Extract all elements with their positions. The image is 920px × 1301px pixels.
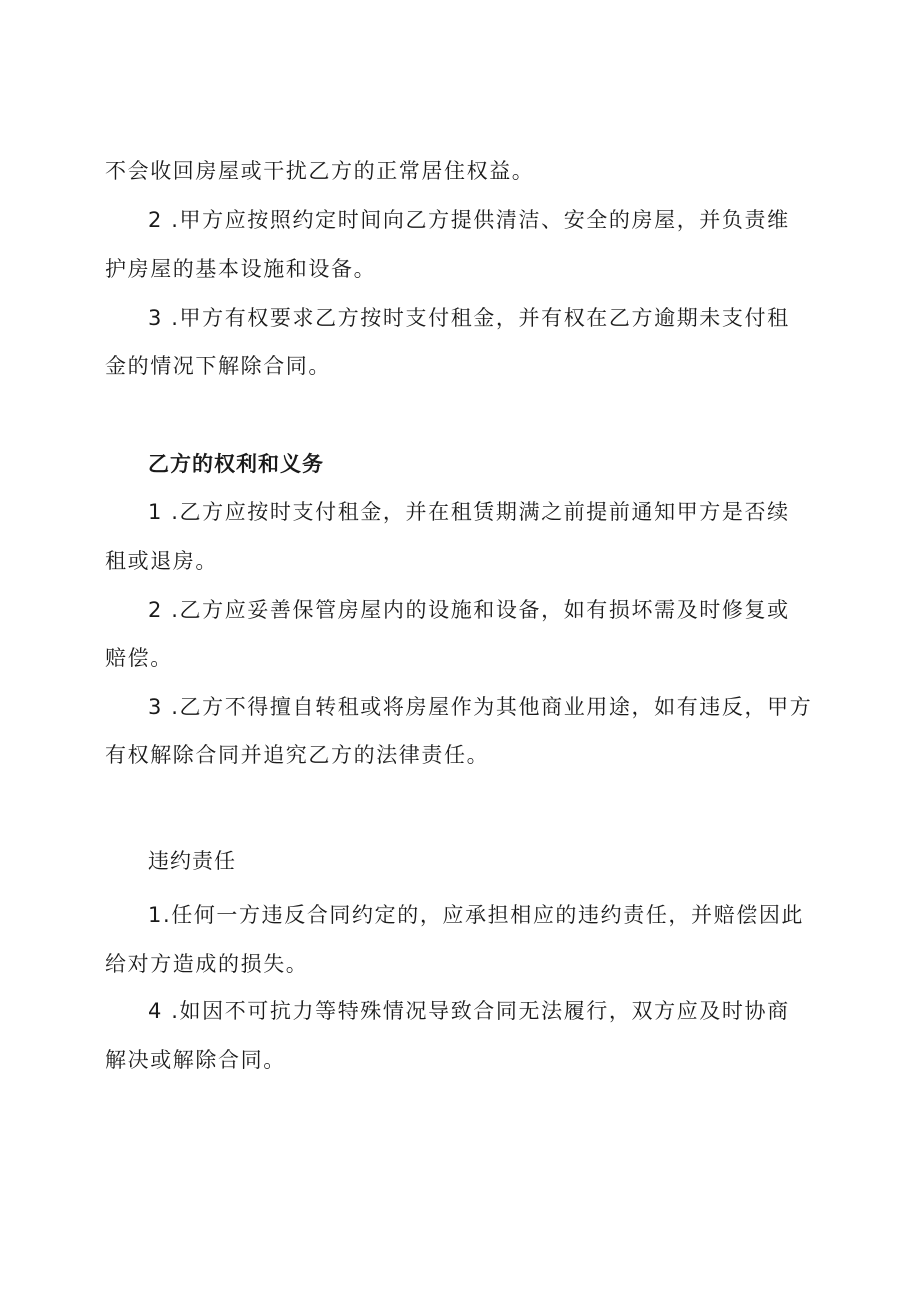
breach-clause-4-line-2: 解决或解除合同。 xyxy=(105,1048,286,1072)
clause-2-line-1: 2 .甲方应按照约定时间向乙方提供清洁、安全的房屋，并负责维 xyxy=(148,208,790,232)
clause-2-line-2: 护房屋的基本设施和设备。 xyxy=(105,257,377,281)
breach-clause-1-line-1: 1.任何一方违反合同约定的，应承担相应的违约责任，并赔偿因此 xyxy=(148,903,805,927)
party-b-clause-2-line-2: 赔偿。 xyxy=(105,646,173,670)
party-b-clause-3-line-1: 3 .乙方不得擅自转租或将房屋作为其他商业用途，如有违反，甲方 xyxy=(148,695,813,719)
party-b-clause-2-line-1: 2 .乙方应妥善保管房屋内的设施和设备，如有损坏需及时修复或 xyxy=(148,598,790,622)
paragraph-line: 不会收回房屋或干扰乙方的正常居住权益。 xyxy=(105,159,535,183)
party-b-clause-1-line-2: 租或退房。 xyxy=(105,549,218,573)
party-b-clause-1-line-1: 1 .乙方应按时支付租金，并在租赁期满之前提前通知甲方是否续 xyxy=(148,500,790,524)
breach-clause-1-line-2: 给对方造成的损失。 xyxy=(105,952,309,976)
breach-clause-4-line-1: 4 .如因不可抗力等特殊情况导致合同无法履行，双方应及时协商 xyxy=(148,999,790,1023)
clause-3-line-2: 金的情况下解除合同。 xyxy=(105,354,331,378)
section-heading-party-b-rights: 乙方的权利和义务 xyxy=(148,452,324,476)
party-b-clause-3-line-2: 有权解除合同并追究乙方的法律责任。 xyxy=(105,743,490,767)
clause-3-line-1: 3 .甲方有权要求乙方按时支付租金，并有权在乙方逾期未支付租 xyxy=(148,306,790,330)
section-heading-breach: 违约责任 xyxy=(148,849,236,873)
